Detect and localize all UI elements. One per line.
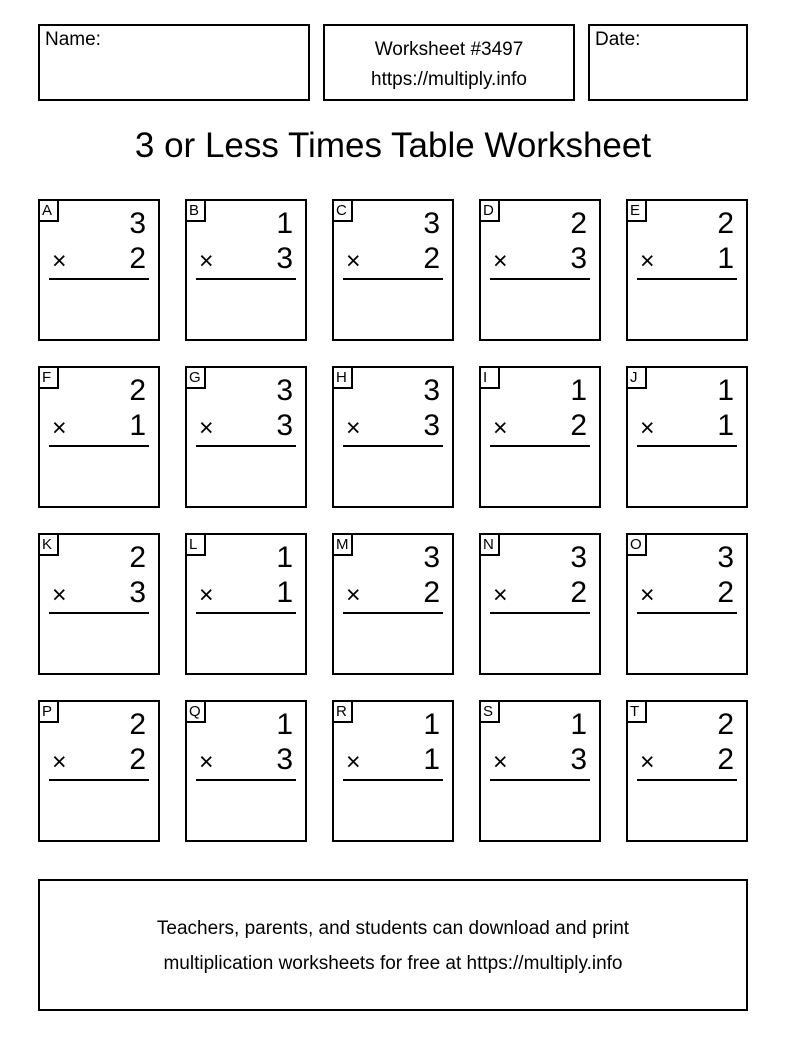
- answer-line: [490, 278, 590, 280]
- problem-letter: O: [626, 533, 647, 556]
- multiplicand: 1: [570, 374, 587, 407]
- multiplicand: 3: [423, 207, 440, 240]
- worksheet-url: https://multiply.info: [371, 69, 527, 90]
- times-sign: ×: [640, 748, 655, 776]
- date-field[interactable]: [588, 24, 748, 101]
- problem-card[interactable]: [185, 366, 307, 508]
- name-label: Name:: [45, 29, 101, 50]
- answer-line: [637, 779, 737, 781]
- multiplier: 2: [129, 242, 146, 275]
- multiplicand: 2: [129, 374, 146, 407]
- multiplier: 2: [570, 576, 587, 609]
- times-sign: ×: [493, 414, 508, 442]
- problem-letter: G: [185, 366, 206, 389]
- problem-card[interactable]: [332, 700, 454, 842]
- answer-line: [490, 612, 590, 614]
- problem-card[interactable]: [332, 199, 454, 341]
- answer-line: [490, 445, 590, 447]
- answer-line: [343, 445, 443, 447]
- answer-line: [343, 779, 443, 781]
- multiplicand: 1: [423, 708, 440, 741]
- footer-line-1: Teachers, parents, and students can download and print: [156, 918, 630, 939]
- multiplier: 3: [276, 743, 293, 776]
- multiplier: 1: [717, 409, 734, 442]
- times-sign: ×: [52, 247, 67, 275]
- times-sign: ×: [640, 414, 655, 442]
- answer-line: [343, 612, 443, 614]
- worksheet-info-box: [323, 24, 575, 101]
- answer-line: [49, 278, 149, 280]
- times-sign: ×: [346, 247, 361, 275]
- multiplicand: 1: [276, 708, 293, 741]
- multiplier: 2: [717, 743, 734, 776]
- times-sign: ×: [346, 748, 361, 776]
- times-sign: ×: [346, 581, 361, 609]
- problem-letter: R: [332, 700, 353, 723]
- problem-letter: J: [626, 366, 647, 389]
- times-sign: ×: [493, 247, 508, 275]
- times-sign: ×: [493, 581, 508, 609]
- problem-card[interactable]: [332, 366, 454, 508]
- page-title: 3 or Less Times Table Worksheet: [134, 126, 652, 165]
- times-sign: ×: [346, 414, 361, 442]
- problem-card[interactable]: [185, 533, 307, 675]
- multiplicand: 3: [570, 541, 587, 574]
- times-sign: ×: [52, 748, 67, 776]
- times-sign: ×: [640, 581, 655, 609]
- problem-letter: H: [332, 366, 353, 389]
- problem-letter: M: [332, 533, 353, 556]
- multiplicand: 1: [276, 207, 293, 240]
- answer-line: [637, 278, 737, 280]
- answer-line: [490, 779, 590, 781]
- times-sign: ×: [199, 247, 214, 275]
- multiplicand: 3: [423, 374, 440, 407]
- problem-card[interactable]: [479, 533, 601, 675]
- problem-card[interactable]: [38, 533, 160, 675]
- problem-card[interactable]: [38, 199, 160, 341]
- multiplicand: 1: [717, 374, 734, 407]
- multiplicand: 3: [423, 541, 440, 574]
- footer-line-2: multiplication worksheets for free at https://multiply.info: [163, 953, 623, 974]
- problem-letter: Q: [185, 700, 206, 723]
- times-sign: ×: [52, 414, 67, 442]
- multiplier: 1: [423, 743, 440, 776]
- multiplicand: 1: [570, 708, 587, 741]
- problem-card[interactable]: [626, 700, 748, 842]
- multiplier: 3: [129, 576, 146, 609]
- answer-line: [196, 612, 296, 614]
- answer-line: [196, 779, 296, 781]
- multiplier: 2: [423, 576, 440, 609]
- problem-card[interactable]: [479, 366, 601, 508]
- multiplier: 2: [570, 409, 587, 442]
- answer-line: [49, 779, 149, 781]
- multiplicand: 2: [717, 708, 734, 741]
- problem-card[interactable]: [185, 199, 307, 341]
- multiplier: 1: [129, 409, 146, 442]
- multiplier: 3: [423, 409, 440, 442]
- problem-card[interactable]: [479, 199, 601, 341]
- problem-letter: N: [479, 533, 500, 556]
- answer-line: [49, 445, 149, 447]
- times-sign: ×: [199, 748, 214, 776]
- answer-line: [196, 278, 296, 280]
- multiplicand: 3: [276, 374, 293, 407]
- multiplier: 3: [570, 743, 587, 776]
- answer-line: [196, 445, 296, 447]
- multiplicand: 1: [276, 541, 293, 574]
- problem-letter: E: [626, 199, 647, 222]
- problem-letter: K: [38, 533, 59, 556]
- problem-letter: I: [479, 366, 500, 389]
- footer-note: [38, 879, 748, 1011]
- times-sign: ×: [199, 414, 214, 442]
- answer-line: [637, 612, 737, 614]
- multiplier: 3: [276, 409, 293, 442]
- date-label: Date:: [595, 29, 641, 50]
- multiplier: 3: [570, 242, 587, 275]
- worksheet-number: Worksheet #3497: [374, 39, 524, 60]
- problem-card[interactable]: [626, 199, 748, 341]
- name-field[interactable]: [38, 24, 310, 101]
- problem-letter: C: [332, 199, 353, 222]
- multiplier: 1: [717, 242, 734, 275]
- times-sign: ×: [199, 581, 214, 609]
- multiplicand: 2: [717, 207, 734, 240]
- problem-card[interactable]: [626, 366, 748, 508]
- multiplier: 2: [423, 242, 440, 275]
- multiplicand: 2: [570, 207, 587, 240]
- times-sign: ×: [640, 247, 655, 275]
- problem-card[interactable]: [38, 700, 160, 842]
- multiplier: 2: [129, 743, 146, 776]
- multiplicand: 3: [129, 207, 146, 240]
- problem-card[interactable]: [479, 700, 601, 842]
- problem-letter: B: [185, 199, 206, 222]
- multiplicand: 3: [717, 541, 734, 574]
- answer-line: [637, 445, 737, 447]
- multiplicand: 2: [129, 541, 146, 574]
- times-sign: ×: [52, 581, 67, 609]
- problem-letter: D: [479, 199, 500, 222]
- multiplier: 3: [276, 242, 293, 275]
- problem-letter: S: [479, 700, 500, 723]
- problem-letter: P: [38, 700, 59, 723]
- answer-line: [343, 278, 443, 280]
- problem-letter: A: [38, 199, 59, 222]
- problem-card[interactable]: [185, 700, 307, 842]
- multiplicand: 2: [129, 708, 146, 741]
- times-sign: ×: [493, 748, 508, 776]
- multiplier: 1: [276, 576, 293, 609]
- problem-letter: T: [626, 700, 647, 723]
- problem-card[interactable]: [332, 533, 454, 675]
- problem-card[interactable]: [626, 533, 748, 675]
- multiplier: 2: [717, 576, 734, 609]
- problem-letter: L: [185, 533, 206, 556]
- problem-card[interactable]: [38, 366, 160, 508]
- answer-line: [49, 612, 149, 614]
- problem-letter: F: [38, 366, 59, 389]
